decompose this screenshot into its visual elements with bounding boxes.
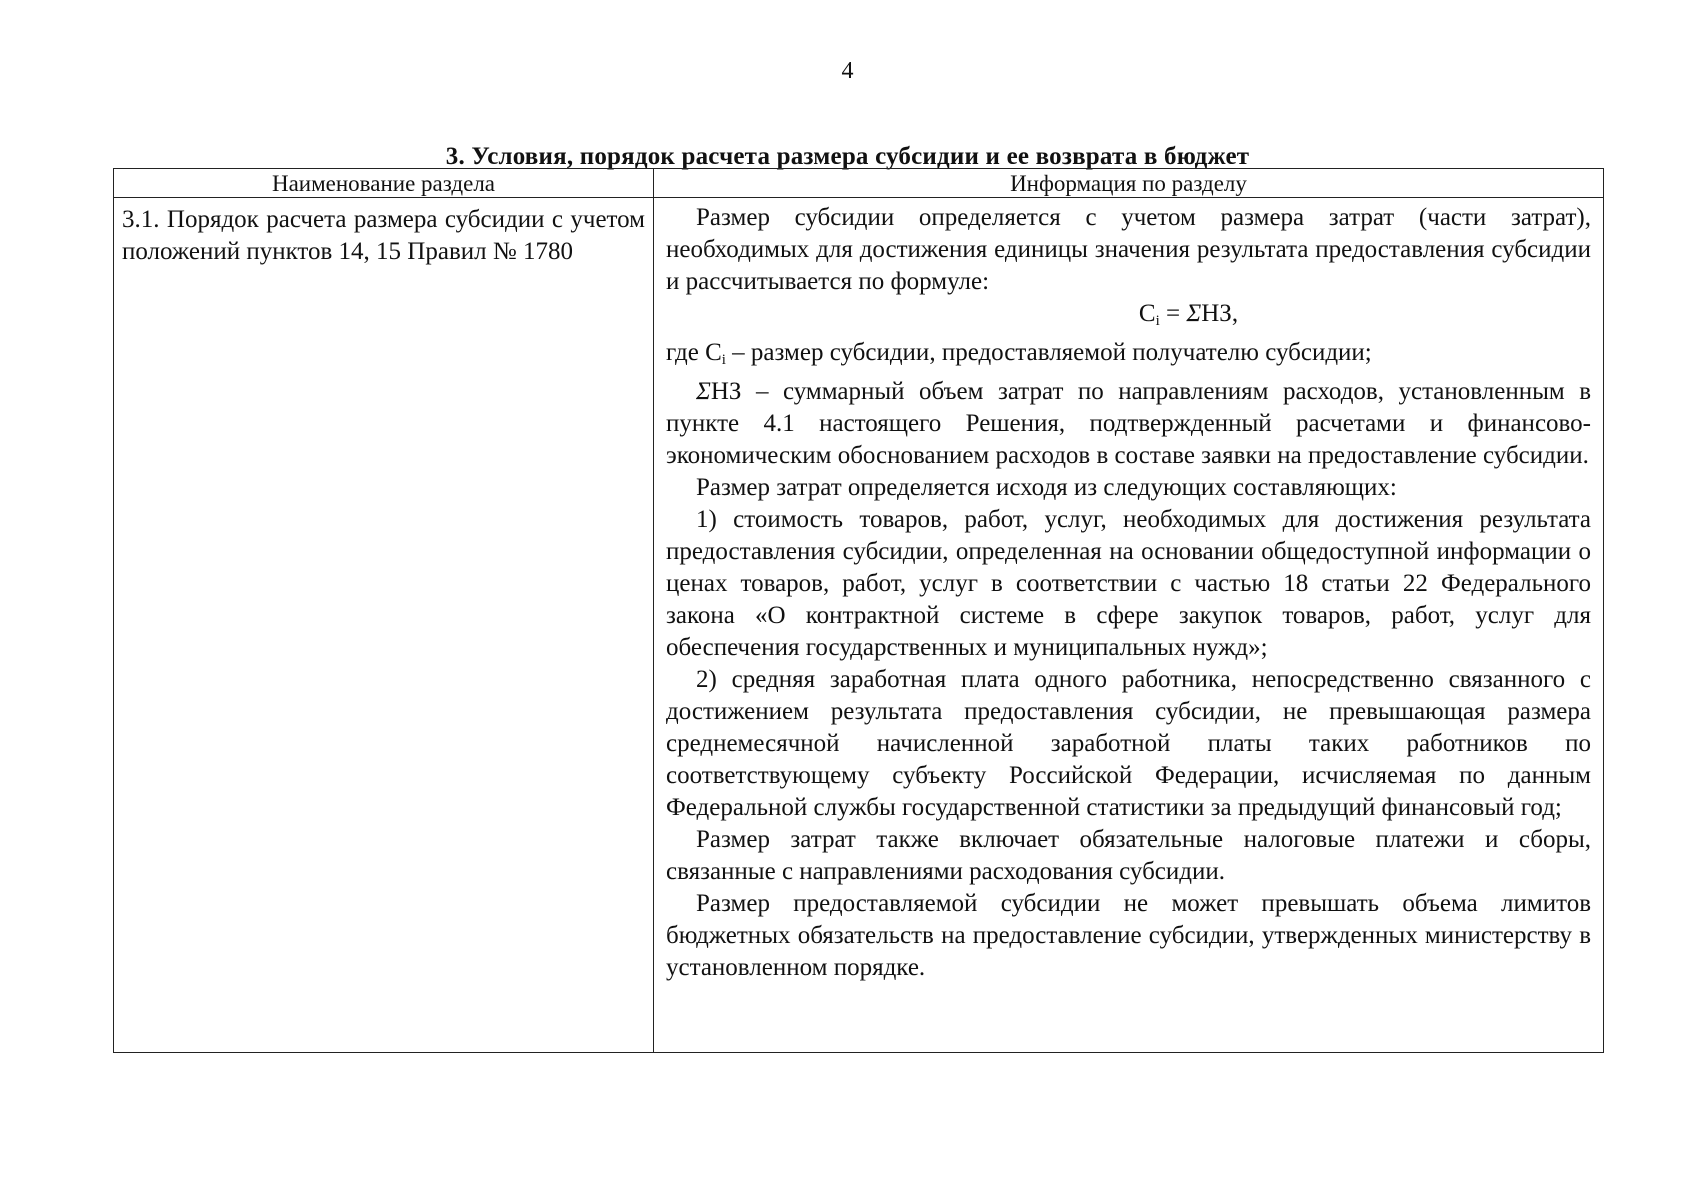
section-title: 3. Условия, порядок расчета размера субсидии и ее возврата в бюджет xyxy=(445,143,1250,170)
formula-nz: НЗ, xyxy=(1201,300,1239,327)
table-row xyxy=(114,198,1604,1053)
paragraph-item-1: 1) стоимость товаров, работ, услуг, необходимых для достижения результата предоставления субсидии, определенная на основании общедоступной информации о ценах товаров, работ, услуг в соответствии с частью 18 статьи 22 Федерального закона «О контрактной системе в сфере закупок товаров, работ, услуг для обеспечения государственных и муниципальных нужд»; xyxy=(666,506,1591,661)
formula-c: C xyxy=(1138,300,1156,327)
paragraph-costs-intro: Размер затрат определяется исходя из следующих составляющих: xyxy=(696,474,1397,501)
paragraph-subsidy-size: Размер субсидии определяется с учетом размера затрат (части затрат), необходимых для достижения единицы значения результата предоставления субсидии и рассчитывается по формуле: xyxy=(666,204,1591,295)
table-header xyxy=(114,169,1604,198)
table-header-row xyxy=(114,169,1604,198)
paragraph-where xyxy=(666,337,1591,376)
paragraph-item-2: 2) средняя заработная плата одного работника, непосредственно связанного с достижением результата предоставления субсидии, не превышающая размера среднемесячной начисленной заработной платы таких работников по соответствующему субъекту Российской Федерации, исчисляемая по данным Федеральной службы государственной статистики за предыдущий финансовый год; xyxy=(666,666,1591,821)
formula xyxy=(666,298,1591,337)
where-rest: – размер субсидии, предоставляемой получателю субсидии; xyxy=(725,339,1372,366)
where-prefix: где C xyxy=(666,339,722,366)
paragraph-sum-nz xyxy=(666,376,1591,472)
section-info-cell xyxy=(654,198,1604,1053)
sum-sigma-symbol: Σ xyxy=(696,378,711,405)
paragraph-limit: Размер предоставляемой субсидии не может превышать объема лимитов бюджетных обязательств на предоставление субсидии, утвержденных министерству в установленном порядке. xyxy=(666,890,1591,981)
section-name-cell: 3.1. Порядок расчета размера субсидии с учетом положений пунктов 14, 15 Правил № 1780 xyxy=(114,198,654,1053)
page-number: 4 xyxy=(841,58,854,84)
subsidy-table xyxy=(113,168,1604,1053)
paragraph-taxes: Размер затрат также включает обязательные налоговые платежи и сборы, связанные с направлениями расходования субсидии. xyxy=(666,826,1591,885)
header-section-info: Информация по разделу xyxy=(654,169,1604,198)
formula-sigma-symbol: Σ xyxy=(1186,300,1202,327)
sum-nz-text: НЗ – суммарный объем затрат по направлениям расходов, установленным в пункте 4.1 настоящего Решения, подтвержденный расчетами и финансово-экономическим обоснованием расходов в составе заявки на предоставление субсидии. xyxy=(666,378,1591,469)
where-subscript: i xyxy=(721,352,726,368)
formula-equals: = xyxy=(1159,300,1187,327)
formula-subscript: i xyxy=(1155,313,1160,329)
header-section-name: Наименование раздела xyxy=(114,169,654,198)
